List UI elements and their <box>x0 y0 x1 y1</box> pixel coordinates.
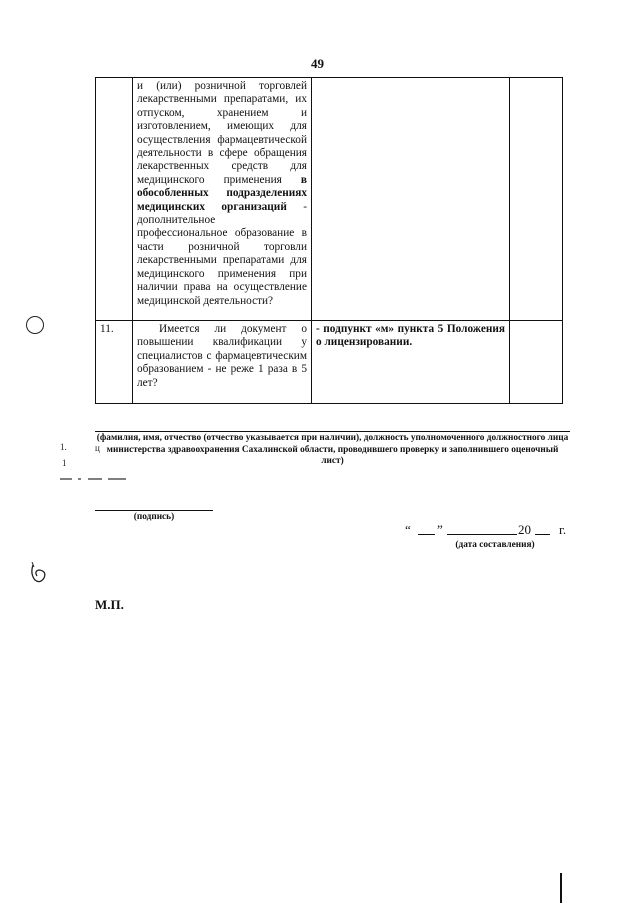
month-blank <box>447 534 517 535</box>
answer-cell <box>510 78 563 321</box>
question-text-part1: и (или) розничной торговлей лекарственными препаратами, их отпуском, хранением и изготовлением, имеющих для осуществления фармацевтической деятельности в сфере обращения лекарственных средств для медицинского применения <box>137 80 307 186</box>
date-close-quote: ” <box>437 522 443 537</box>
page-number: 49 <box>311 56 324 71</box>
punch-hole-mark <box>26 316 44 334</box>
year-suffix: г. <box>559 522 567 537</box>
date-field <box>405 522 575 538</box>
scribble-mark <box>28 562 50 586</box>
reference-cell: - подпункт «м» пункта 5 Положения о лицензировании. <box>312 321 510 404</box>
sign-line <box>95 510 213 511</box>
row-number-cell: 11. <box>96 321 133 404</box>
fio-caption: (фамилия, имя, отчество (отчество указывается при наличии), должность уполномоченного должностного лица министерства здравоохранения Сахалинской области, проводившего проверку и заполнившего оценочный лист) <box>96 433 569 466</box>
question-cell <box>133 78 312 321</box>
margin-mark: ц <box>95 443 100 453</box>
question-cell: Имеется ли документ о повышении квалификации у специалистов с фармацевтическим образованием - не реже 1 раза в 5 лет? <box>133 321 312 404</box>
date-caption: (дата составления) <box>455 540 535 550</box>
table-row <box>96 321 563 404</box>
day-blank <box>418 534 435 535</box>
question-text-part2: - дополнительное профессиональное образование в части розничной торговли лекарственными препаратами для медицинского применения при наличии права на осуществление медицинской деятельности? <box>137 200 307 307</box>
stamp-label: М.П. <box>95 597 124 612</box>
fio-signature-line <box>95 431 570 432</box>
margin-mark: 1. <box>60 442 67 452</box>
scan-edge-line <box>560 873 562 903</box>
dash-marks <box>58 476 128 482</box>
date-open-quote: “ <box>405 522 411 537</box>
question-text-bold: в обособленных подразделениях медицинских организаций <box>137 173 307 213</box>
year-blank <box>535 534 550 535</box>
checklist-table <box>95 77 563 404</box>
sign-caption: (подпись) <box>133 512 175 522</box>
reference-cell <box>312 78 510 321</box>
row-number-cell <box>96 78 133 321</box>
table-row <box>96 78 563 321</box>
margin-mark: 1 <box>62 458 67 468</box>
answer-cell <box>510 321 563 404</box>
year-prefix: 20 <box>518 522 531 537</box>
